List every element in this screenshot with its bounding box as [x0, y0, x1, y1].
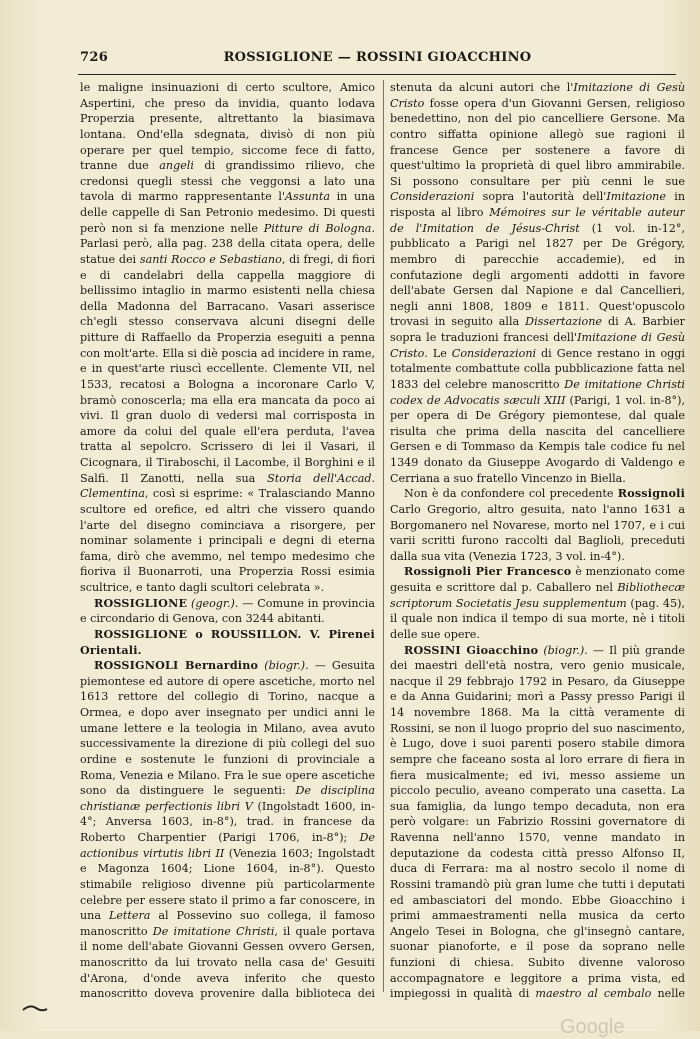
entry-rossini-gioacchino: ROSSINI Gioacchino (biogr.). — Il più grande dei maestri dell'età nostra, vero genio musicale, nacque il 29 febbrajo 1792 in Pesaro, da Giuseppe e da Anna Guidarini; morì a Passy presso Parigi il 14 novembre 1868. Ma la città veramente di Rossini, se non il luogo proprio del suo nascimento, è Lugo, dove i suoi parenti posero stabile dimora sempre che faceano sosta al loro errare di fiera in fiera musicalmente; ed ivi, messo assieme un piccolo peculio, aveano comperato una casetta. La sua famiglia, da lungo tempo decaduta, non era però volgare: un Fabrizio Rossini governatore di Ravenna nell'anno 1570, venne mandato in deputazione da codesta città presso Alfonso II, duca di Ferrara: ma al nostro secolo il nome di Rossini tramandò più gran lume che tutti i deputati ed ambasciatori del mondo. Ebbe Gioacchino i primi ammaestramenti nella musica da certo Angelo Tesei in Bologna, che gl'insegnò cantare, suonar pianoforte, e il pose da soprano nelle funzioni di chiesa. Subito divenne valoroso accompagnatore e leggitore a prima vista, ed impiegossi in qualità di maestro al cembalo nelle	[390, 643, 685, 1000]
header-rule	[78, 74, 676, 75]
entry-headword: Rossignoli Pier Francesco	[404, 565, 572, 579]
entry-rossignoli-pier-francesco: Rossignoli Pier Francesco è menzionato come gesuita e scrittore dal p. Caballero nel Bibliothecæ scriptorum Societatis Jesu supplementum (pag. 45), il quale non indica il tempo di sua morte, nè i titoli delle sue opere.	[390, 565, 685, 641]
watermark-text: Google	[560, 1016, 625, 1038]
entry-headword: ROSSINI Gioacchino	[404, 643, 539, 657]
paragraph-carlo-gregorio: Non è da confondere col precedente Rossignoli Carlo Gregorio, altro gesuita, nato l'anno 1631 a Borgomanero nel Novarese, morto nel 1707, e i cui varii scritti furono raccolti dal Baglioli, preceduti dalla sua vita (Venezia 1723, 3 vol. in-4°).	[390, 487, 685, 563]
entry-rossiglione-roussillon	[80, 627, 375, 658]
paragraph-imitazione: stenuta da alcuni autori che l'Imitazione di Gesù Cristo fosse opera d'un Giovanni Gersen, religioso benedettino, non del pio cancelliere Gersone. Ma contro siffatta opinione allegò sue ragioni il francese Gence per sostenere a favore di quest'ultimo la proprietà di quel libro ammirabile. Si possono consultare per più cenni le sue Considerazioni sopra l'autorità dell'Imitazione in risposta al libro Mémoires sur le véritable auteur de l'Imitation de Jésus-Christ (1 vol. in-12°, pubblicato a Parigi nel 1827 per De Grégory, membro di parecchie accademie), ed in confutazione degli argomenti addotti in favore dell'abate Gersen dal Napione e dal Cancellieri, negli anni 1808, 1809 e 1811. Quest'opuscolo trovasi in seguito alla Dissertazione di A. Barbier sopra le traduzioni francesi dell'Imitazione di Gesù Cristo. Le Considerazioni di Gence restano in oggi totalmente combattute colla pubblicazione fatta nel 1833 del celebre manoscritto De imitatione Christi codex de Advocatis sæculi XIII (Parigi, 1 vol. in-8°), per opera di De Grégory piemontese, dal quale risulta che prima della nascita del cancelliere Gersen e di Tommaso da Kempis tale codice fu nel 1349 donato da Giuseppe Avogardo di Valdengo e Cerriana a suo fratello Vincenzo in Biella.	[390, 81, 685, 485]
right-column	[390, 80, 685, 1000]
text-columns	[80, 80, 685, 1000]
entry-rossiglione-geogr: ROSSIGLIONE (geogr.). — Comune in provincia e circondario di Genova, con 3244 abitanti.	[80, 596, 375, 626]
running-title: ROSSIGLIONE — ROSSINI GIOACCHINO	[223, 50, 532, 65]
left-column	[80, 80, 375, 1000]
page-number: 726	[80, 50, 109, 65]
entry-headword: ROSSIGLIONE o ROUSSILLON. V. Pirenei Orientali.	[80, 627, 375, 657]
entry-rossignoli-bernardino: ROSSIGNOLI Bernardino (biogr.). — Gesuita piemontese ed autore di opere ascetiche, morto nel 1613 rettore del collegio di Torino, nacque a Ormea, e dopo aver insegnato per undici anni le umane lettere e la teologia in Milano, avea avuto successivamente la direzione di più collegi del suo ordine e sostenute le funzioni di provinciale a Roma, Venezia e Milano. Fra le sue opere ascetiche sono da distinguere le seguenti: De disciplina christianæ perfectionis libri V (Ingolstadt 1600, in-4°; Anversa 1603, in-8°), trad. in francese da Roberto Charpentier (Parigi 1706, in-8°); De actionibus virtutis libri II (Venezia 1603; Ingolstadt e Magonza 1604; Lione 1604, in-8°). Questo stimabile religioso divenne più particolarmente celebre per essere stato il primo a far conoscere, in una Lettera al Possevino suo collega, il famoso manoscritto De imitatione Christi, il quale portava il nome dell'abate Giovanni Gessen ovvero Gersen, manoscritto da lui trovato nella casa de' Gesuiti d'Arona, d'onde aveva inferito che questo manoscritto doveva provenire dalla biblioteca dei	[80, 659, 375, 1000]
entry-headword: ROSSIGLIONE	[94, 596, 188, 610]
binding-mark-icon	[22, 1004, 48, 1014]
paragraph-properzia: le maligne insinuazioni di certo scultore, Amico Aspertini, che preso da invidia, quanto lodava Properzia presente, altrettanto la biasimava lontana. Ond'ella sdegnata, divisò di non più operare per quel tempio, siccome fece di fatto, tranne due angeli di grandissimo rilievo, che credonsi quegli stessi che veggonsi a lato una tavola di marmo rappresentante l'Assunta in una delle cappelle di San Petronio medesimo. Di questi però non si fa menzione nelle Pitture di Bologna. Parlasi però, alla pag. 238 della citata opera, delle statue dei santi Rocco e Sebastiano, di fregi, di fiori e di candelabri della cappella maggiore di bellissimo intaglio in marmo esistenti nella chiesa della Madonna del Barracano. Vasari asserisce ch'egli stesso conservava alcuni disegni delle pitture di Raffaello da Properzia eseguiti a penna con molt'arte. Ella si diè poscia ad incidere in rame, e in quest'arte riuscì eccellente. Clemente VII, nel 1533, recatosi a Bologna a incoronare Carlo V, bramò conoscerla; ma ella era mancata da poco ai vivi. Il gran duolo di vedersi mal corrisposta in amore da colui del quale ell'era perduta, l'avea tratta al sepolcro. Scrissero di lei il Vasari, il Cicognara, il Tiraboschi, il Lacombe, il Borghini e il Salfi. Il Zanotti, nella sua Storia dell'Accad. Clementina, così si esprime: « Tralasciando Manno scultore ed orefice, ed altri che vissero quando l'arte del disegno cominciava a risorgere, per nominar solamente i principali e degni di eterna fama, dirò che avemmo, nel tempo medesimo che fioriva il Buonarroti, una Properzia Rossi esimia scultrice, e tanto dagli scultori celebrata ».	[80, 81, 375, 594]
entry-headword: ROSSIGNOLI Bernardino	[94, 659, 259, 673]
page-header	[80, 50, 675, 72]
